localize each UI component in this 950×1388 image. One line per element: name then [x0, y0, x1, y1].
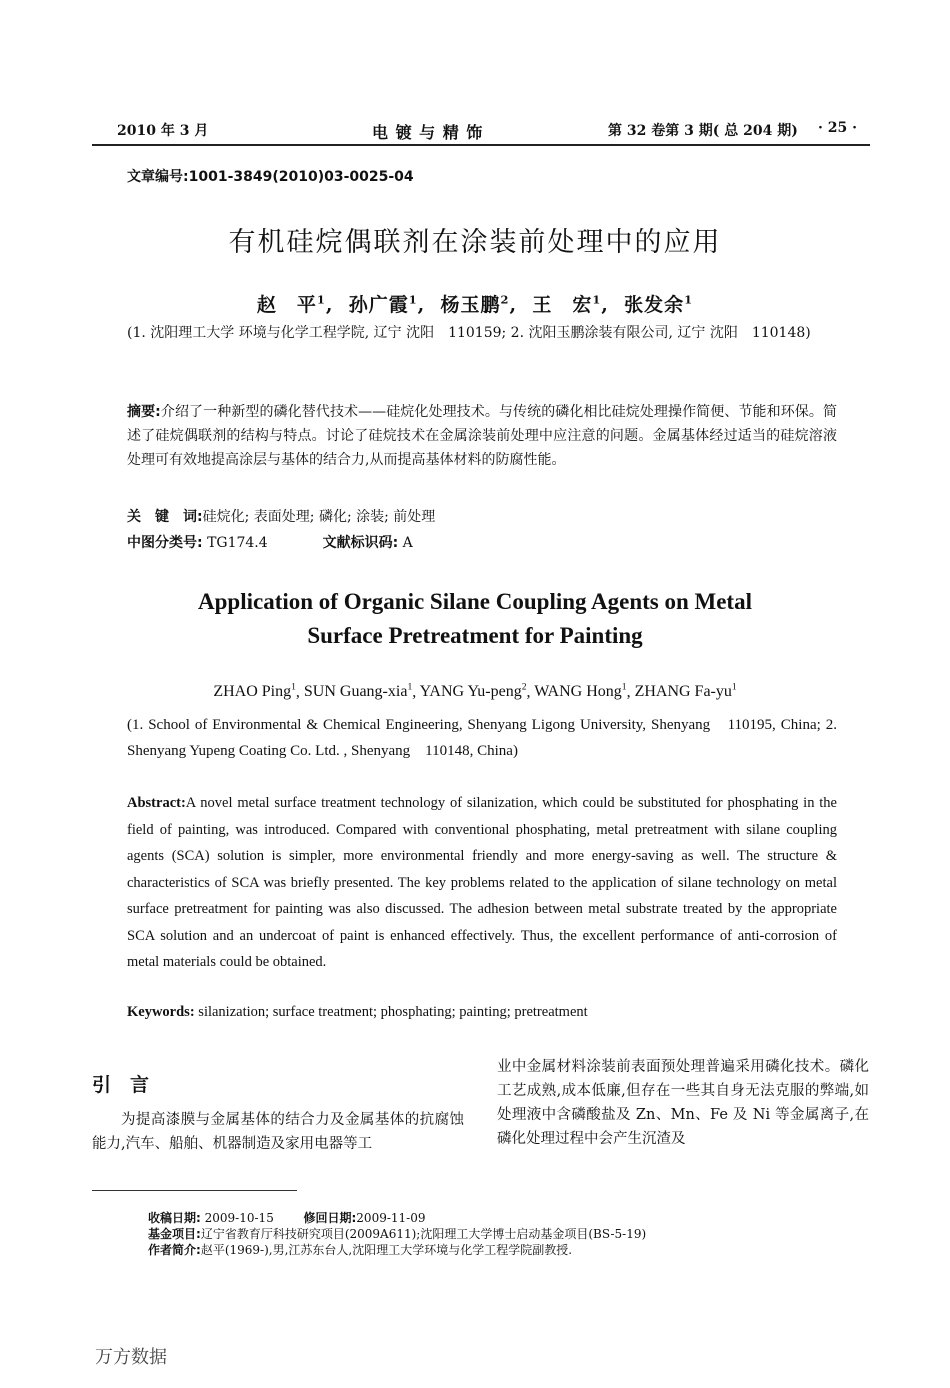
author-bio-line: 作者简介:赵平(1969-),男,江苏东台人,沈阳理工大学环境与化学工程学院副教授. — [148, 1243, 573, 1257]
author-en: ZHANG $Fa-yu^1$ — [634, 682, 737, 701]
keywords-en-text: silanization; surface treatment; phosphating; painting; pretreatment — [198, 1004, 588, 1020]
header-rule — [92, 144, 870, 146]
abstract-cn-text: 介绍了一种新型的磷化替代技术——硅烷化处理技术。与传统的磷化相比硅烷处理操作简便、节能和环保。简述了硅烷偶联剂的结构与特点。讨论了硅烷技术在金属涂装前处理中应注意的问题。金属基体经过适当的硅烷溶液处理可有效地提高涂层与基体的结合力,从而提高基体材料的防腐性能。 — [127, 404, 837, 468]
keywords-cn — [127, 506, 837, 529]
title-en-line: Surface Pretreatment for Painting — [307, 623, 643, 648]
intro-left-text: 为提高漆膜与金属基体的结合力及金属基体的抗腐蚀能力,汽车、船舶、机器制造及家用电器等工 — [92, 1112, 464, 1152]
keywords-en-label: Keywords: — [127, 1004, 195, 1020]
classification — [127, 532, 837, 555]
author-en: YANG Yu-peng$^2$ — [419, 682, 527, 701]
keywords-en — [127, 1004, 837, 1021]
abstract-cn — [127, 400, 837, 472]
author-cn: 王 宏$^1$ — [532, 292, 602, 316]
intro-left-column — [92, 1108, 464, 1156]
title-cn: 有机硅烷偶联剂在涂装前处理中的应用 — [228, 227, 722, 258]
authors-cn: 赵 平$^1$, 孙广霞$^1$, 杨玉鹏$^2$, 王 宏$^1$, 张发余$^1$ — [256, 292, 694, 316]
clc-value: TG174.4 — [207, 535, 268, 551]
intro-right-column — [497, 1055, 869, 1151]
watermark-text: 万方数据 — [95, 1347, 167, 1368]
author-en: ZHAO Ping$^1$ — [213, 682, 296, 701]
abstract-cn-label: 摘要: — [127, 404, 161, 420]
footnotes — [148, 1210, 848, 1258]
intro-heading: 引 言 — [92, 1074, 150, 1096]
authors-en: ZHAO Ping$^1$, SUN Guang-xia$^1$, YANG Yu-peng$^2$, WANG Hong$^1$, ZHANG $Fa-yu^1$ — [213, 682, 737, 701]
footnote-rule — [92, 1190, 297, 1191]
intro-right-text: 业中金属材料涂装前表面预处理普遍采用磷化技术。磷化工艺成熟,成本低廉,但存在一些其自身无法克服的弊端,如处理液中含磷酸盐及 Zn、Mn、Fe 及 Ni 等金属离子,在磷化处理过程中会产生沉渣及 — [497, 1059, 869, 1147]
author-en: WANG Hong$^1$ — [534, 682, 627, 701]
abstract-en-label: Abstract: — [127, 795, 186, 811]
doc-code-value: A — [402, 535, 413, 551]
header-date: 2010 年 3 月 — [117, 123, 209, 139]
affiliation-en: (1. School of Environmental & Chemical Engineering, Shenyang Ligong University, Shenyang 110195, China; 2. Shenyang Yupeng Coating Co. Ltd. , Shenyang 110148, China) — [127, 717, 837, 759]
header-issue: 第 32 卷第 3 期( 总 204 期) — [608, 123, 798, 139]
header-page: · 25 · — [818, 120, 857, 136]
clc-label: 中图分类号: — [127, 535, 203, 551]
title-en-line: Application of Organic Silane Coupling Agents on Metal — [198, 589, 752, 614]
abstract-en-text: A novel metal surface treatment technology of silanization, which could be substituted for phosphating in the field of painting, was introduced. Compared with conventional phosphating, metal pretreatment with silane coupling agents (SCA) solution is simpler, more environmental friendly and more energy-saving as well. The structure & characteristics of SCA was briefly presented. The key problems related to the application of silane technology on metal surface pretreatment for painting was also discussed. The adhesion between metal substrate treated by the appropriate SCA solution and an undercoat of paint is enhanced effectively. Thus, the excellent performance of anti-corrosion of metal materials could be obtained. — [127, 795, 837, 970]
keywords-cn-text: 硅烷化; 表面处理; 磷化; 涂装; 前处理 — [202, 509, 436, 525]
header-journal: 电 镀 与 精 饰 — [372, 123, 484, 142]
author-cn: 杨玉鹏$^2$ — [440, 292, 510, 316]
fund-line: 基金项目:辽宁省教育厅科技研究项目(2009A611);沈阳理工大学博士启动基金项目(BS-5-19) — [148, 1227, 647, 1241]
title-en — [0, 585, 950, 653]
doc-code-label: 文献标识码: — [322, 535, 399, 551]
received-line: 收稿日期: 2009-10-15 修回日期:2009-11-09 — [148, 1211, 426, 1225]
affiliation-cn: (1. 沈阳理工大学 环境与化学工程学院, 辽宁 沈阳 110159; 2. 沈阳玉鹏涂装有限公司, 辽宁 沈阳 110148) — [127, 325, 811, 341]
keywords-cn-label: 关 键 词: — [127, 509, 203, 525]
abstract-en — [127, 790, 837, 976]
article-number: 文章编号:1001-3849(2010)03-0025-04 — [127, 169, 414, 185]
author-cn: 赵 平$^1$ — [256, 292, 326, 316]
author-cn: 张发余$^1$ — [624, 292, 694, 316]
author-en: SUN Guang-xia$^1$ — [303, 682, 413, 701]
author-cn: 孙广霞$^1$ — [348, 292, 418, 316]
